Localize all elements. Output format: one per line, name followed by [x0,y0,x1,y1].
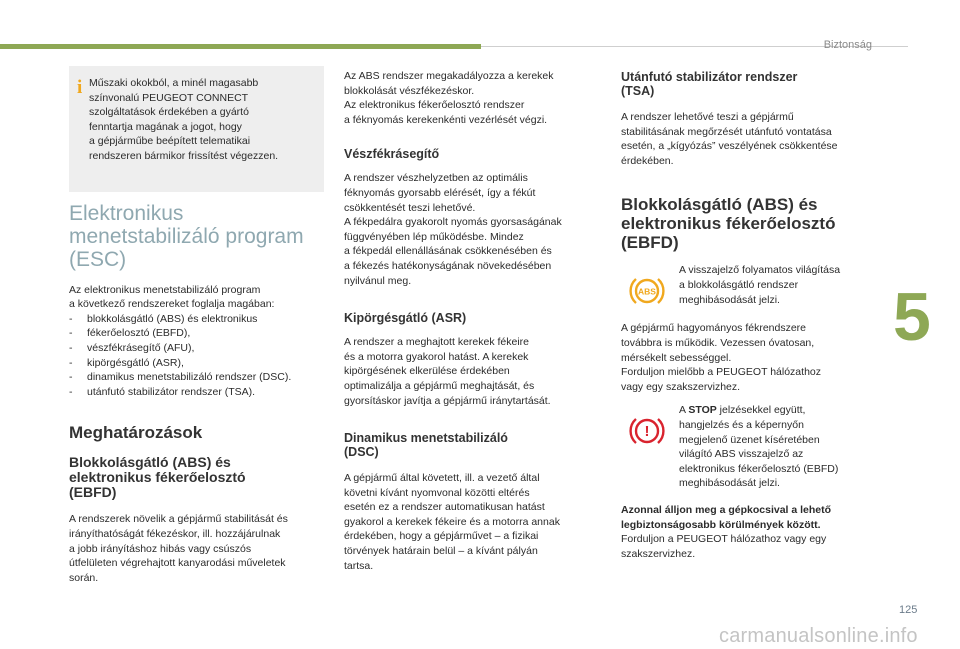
text-line: a féknyomás kerekenkénti vezérlését végzi. [344,113,548,126]
stop-keyword: STOP [688,404,717,417]
column-right [621,70,873,561]
stop-instructions [621,503,873,561]
abs-warning-icon [625,271,669,311]
text-line: esetén ez a rendszer automatikusan hatást [344,501,545,514]
list-item-continuation [69,326,324,341]
header-accent-bar [0,44,481,49]
stop-icon-label: ! [644,423,650,441]
text-line: Forduljon a PEUGEOT hálózathoz vagy egy [621,533,827,546]
abs-icon-label: ABS [638,286,656,297]
text-line: törvények határain belül – a kívánt pályán [344,545,538,558]
abs-ebfd-heading-line: elektronikus fékerőelosztó [621,214,836,234]
section-title: Biztonság [823,39,872,51]
abs-ebfd-heading [621,195,873,252]
chapter-number: 5 [893,279,931,355]
dsc-heading [344,431,599,459]
text-line: meghibásodását jelzi. [679,293,780,306]
info-line: Műszaki okokból, a minél magasabb [89,77,259,89]
abs-warning [621,263,873,311]
tsa-text [621,110,873,168]
list-item: - utánfutó stabilizátor rendszer (TSA). [69,385,324,400]
text-line: kipörgésének elkerülése érdekében [344,365,510,378]
text-line: érdekében. [621,154,674,167]
text-line: esetén, a „kígyózás” veszélyének csökkentése [621,140,838,153]
abs-text-line: A rendszerek növelik a gépjármű stabilitását és [69,513,288,526]
info-line: rendszeren bármikor frissítést végezzen. [89,149,279,162]
esc-heading-line: menetstabilizáló program [69,224,304,248]
esc-heading-line: Elektronikus [69,201,184,225]
abs-text-line: útfelületen végrehajtott kanyarodási műveletek [69,557,286,570]
list-item: - blokkolásgátló (ABS) és elektronikus [69,312,324,327]
info-icon: i [77,77,83,98]
esc-intro-line: a következő rendszereket foglalja magában: [69,298,275,311]
text-line: Forduljon mielőbb a PEUGEOT hálózathoz [621,366,821,379]
dsc-text [344,471,599,573]
text-line: gyakorol a kerekek fékeire és a motorra annak [344,515,560,528]
page-number: 125 [899,604,918,616]
text-line: A rendszer vészhelyzetben az optimális [344,172,528,185]
text-line [679,403,838,418]
abs-text-line: irányíthatóságát fékezéskor, ill. hozzájárulnak [69,527,281,540]
esc-system-list [69,312,324,400]
text-line: A gépjármű hagyományos fékrendszere [621,322,807,335]
text-line: a fékezés hatékonyságának növekedésében [344,259,552,272]
abs-continuation [344,69,599,127]
bold-line: Azonnal álljon meg a gépkocsival a lehető [621,503,832,516]
definitions-heading: Meghatározások [69,423,203,443]
text-line: megjelenő üzenet kíséretében [679,433,820,446]
text-line: A fékpedálra gyakorolt nyomás gyorsaságának [344,216,562,229]
text-line: szakszervizhez. [621,547,696,560]
text-line: továbbra is működik. Vezessen óvatosan, [621,336,815,349]
abs-text-line: során. [69,571,99,584]
tsa-heading [621,70,873,98]
text-line: elektronikus fékerőelosztó (EBFD) [679,462,839,475]
text-line: féknyomás gyorsabb elérését, így a fékút [344,186,536,199]
text-line: optimalizálja a gépjármű meghajtását, és [344,379,535,392]
abs-heading-line: elektronikus fékerőelosztó [69,469,246,486]
list-item: - dinamikus menetstabilizáló rendszer (DSC). [69,370,324,385]
text-line: és a motorra gyakorol hatást. A kerekek [344,350,529,363]
abs-text-line: a jobb irányításhoz hibás vagy csúszós [69,542,252,555]
stop-warning-icon [625,411,669,451]
info-line: fenntartja magának a jogot, hogy [89,120,242,133]
text-line: a fékpedál ellenállásának csökkenésében és [344,245,552,258]
abs-ebfd-heading-line: Blokkolásgátló (ABS) és [621,195,818,215]
info-line: szolgáltatások érdekében a gyártó [89,106,249,119]
list-item: - vészfékrásegítő (AFU), [69,341,324,356]
text-line: világító ABS visszajelző az [679,448,804,461]
info-line: színvonalú PEUGEOT CONNECT [89,91,249,104]
abs-heading [69,455,324,500]
list-item-text: - fékerőelosztó (EBFD), [87,327,191,340]
text-line: Az ABS rendszer megakadályozza a kerekek [344,70,554,82]
text-line: A rendszer a meghajtott kerekek fékeire [344,336,530,349]
text-line: gyorsításkor javítja a gépjármű iránytartását. [344,394,551,407]
stop-warning-text [679,403,838,491]
text-line: meghibásodását jelzi. [679,477,780,490]
abs-text [69,512,324,585]
tsa-heading-line: Utánfutó stabilizátor rendszer [621,70,798,84]
watermark: carmanualsonline.info [719,625,918,647]
text-line: A visszajelző folyamatos világítása [679,264,841,277]
afu-text [344,171,599,288]
text-line: blokkolását vészfékezéskor. [344,84,475,97]
text-line: stabilitásának megőrzését utánfutó vontatása [621,125,832,138]
list-item: - kipörgésgátló (ASR), [69,356,324,371]
text-line: Az elektronikus fékerőelosztó rendszer [344,99,525,112]
text-line: A rendszer lehetővé teszi a gépjármű [621,111,794,123]
text-line: követni kívánt nyomvonal közötti eltérés [344,486,530,499]
abs-ebfd-heading-line: (EBFD) [621,233,679,253]
text-line: A gépjármű által követett, ill. a vezető által [344,472,540,485]
abs-warning-text [679,263,840,307]
afu-heading: Vészfékrásegítő [344,147,440,162]
text-line: mérsékelt sebességgel. [621,351,732,364]
esc-heading-line: (ESC) [69,247,127,271]
abs-heading-line: Blokkolásgátló (ABS) és [69,454,231,471]
text-line: hangjelzés és a képernyőn [679,418,804,431]
text-line: a blokkolásgátló rendszer [679,278,799,291]
asr-text [344,335,599,408]
stop-warning [621,403,873,491]
info-box [69,66,324,192]
abs-info-text [621,321,873,394]
tsa-heading-line: (TSA) [621,84,655,98]
text-line: csökkentését teszi lehetővé. [344,201,476,214]
column-middle [344,69,599,573]
bold-line: legbiztonságosabb körülmények között. [621,518,821,531]
text-line: függvényében lép működésbe. Mindez [344,230,524,243]
abs-heading-line: (EBFD) [69,484,117,501]
column-left [69,66,324,585]
text-fragment: A [679,404,689,417]
dsc-heading-line: (DSC) [344,445,379,460]
asr-heading: Kipörgésgátló (ASR) [344,311,467,326]
esc-intro-line: Az elektronikus menetstabilizáló program [69,283,261,296]
dsc-heading-line: Dinamikus menetstabilizáló [344,431,508,446]
text-line: érdekében, hogy a gépjárművet – a fizikai [344,530,539,543]
text-line: vagy egy szakszervizhez. [621,380,741,393]
text-fragment: jelzésekkel együtt, [716,404,806,417]
text-line: nyilvánul meg. [344,274,412,287]
info-line: a gépjárműbe beépített telematikai [89,135,251,148]
esc-heading [69,202,324,271]
text-line: tartsa. [344,559,374,572]
